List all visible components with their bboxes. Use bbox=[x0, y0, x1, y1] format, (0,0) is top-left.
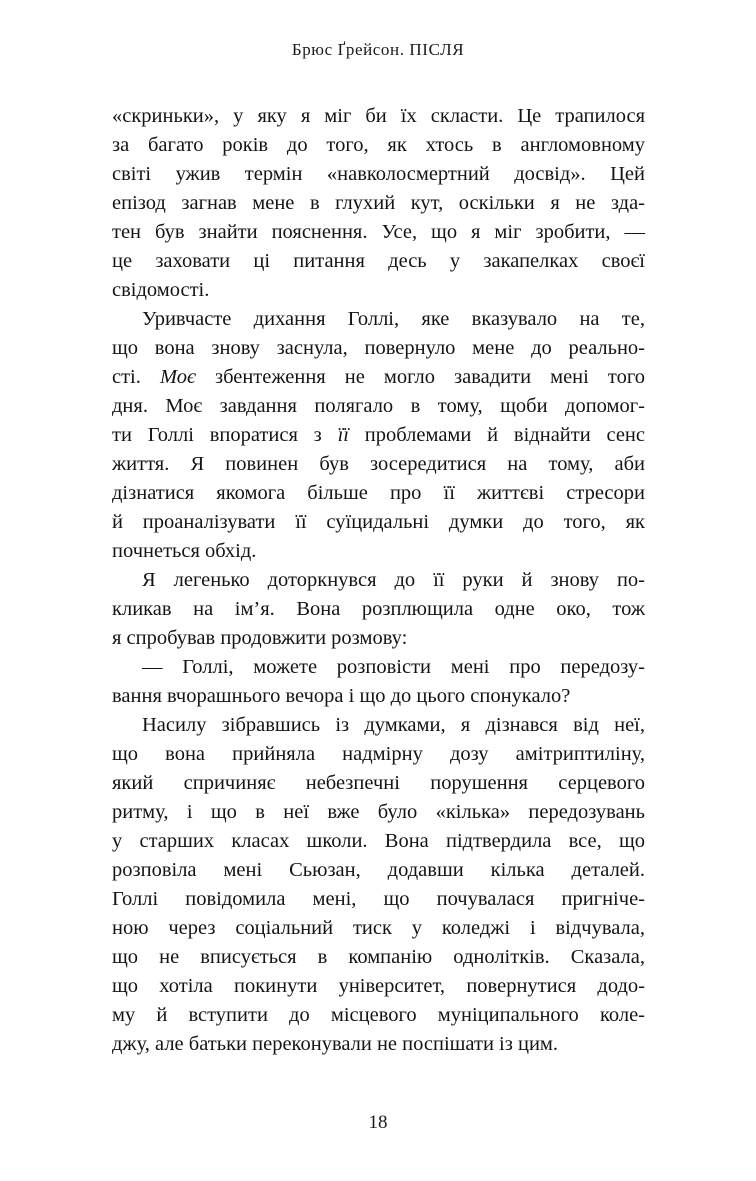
text-run: життя. Я повинен був зосередитися на тому, аби bbox=[112, 453, 645, 475]
text-run: у старших класах школи. Вона підтвердила все, що bbox=[112, 830, 645, 852]
text-run: кликав на ім’я. Вона розплющила одне око, тож bbox=[112, 598, 645, 620]
text-line bbox=[112, 943, 645, 972]
paragraph bbox=[112, 653, 645, 711]
text-run: му й вступити до місцевого муніципального коле- bbox=[112, 1004, 645, 1026]
paragraph bbox=[112, 711, 645, 1059]
text-block bbox=[112, 102, 645, 1059]
text-line bbox=[112, 1030, 645, 1059]
text-run: за багато років до того, як хтось в англомовному bbox=[112, 134, 645, 156]
text-line bbox=[112, 595, 645, 624]
text-run: що вона прийняла надмірну дозу амітриптиліну, bbox=[112, 743, 645, 765]
text-line bbox=[112, 1001, 645, 1030]
text-run: світі ужив термін «навколосмертний досвід». Цей bbox=[112, 163, 645, 185]
text-run: проблемами й віднайти сенс bbox=[348, 424, 645, 446]
text-run: ною через соціальний тиск у коледжі і відчувала, bbox=[112, 917, 645, 939]
text-line bbox=[112, 885, 645, 914]
paragraph bbox=[112, 305, 645, 566]
text-run: що не вписується в компанію однолітків. Сказала, bbox=[112, 946, 645, 968]
text-line bbox=[112, 479, 645, 508]
text-line bbox=[112, 653, 645, 682]
text-line bbox=[112, 392, 645, 421]
text-run: свідомості. bbox=[112, 279, 210, 301]
text-run: «скриньки», у яку я міг би їх скласти. Це трапилося bbox=[112, 105, 645, 127]
text-run: джу, але батьки переконували не поспішати із цим. bbox=[112, 1033, 559, 1055]
text-run: я спробував продовжити розмову: bbox=[112, 627, 408, 649]
text-run: ритму, і що в неї вже було «кілька» передозувань bbox=[112, 801, 645, 823]
text-line bbox=[112, 827, 645, 856]
text-line bbox=[112, 798, 645, 827]
text-run: що хотіла покинути університет, повернутися додо- bbox=[112, 975, 645, 997]
paragraph bbox=[112, 102, 645, 305]
text-line bbox=[112, 682, 645, 711]
text-line bbox=[112, 334, 645, 363]
text-run: дізнатися якомога більше про її життєві стресори bbox=[112, 482, 645, 504]
text-run: дня. Моє завдання полягало в тому, щоби допомог- bbox=[112, 395, 645, 417]
text-line bbox=[112, 537, 645, 566]
text-line bbox=[112, 450, 645, 479]
text-line bbox=[112, 740, 645, 769]
emphasized-text: її bbox=[337, 424, 349, 446]
text-run: ти Голлі впоратися з bbox=[112, 424, 338, 446]
text-line bbox=[112, 421, 645, 450]
text-line bbox=[112, 914, 645, 943]
text-line bbox=[112, 624, 645, 653]
text-line bbox=[112, 566, 645, 595]
text-line bbox=[112, 218, 645, 247]
text-run: епізод загнав мене в глухий кут, оскільки я не зда- bbox=[112, 192, 645, 214]
text-run: збентеження не могло завадити мені того bbox=[195, 366, 645, 388]
text-line bbox=[112, 711, 645, 740]
text-line bbox=[112, 131, 645, 160]
text-run: який спричиняє небезпечні порушення серцевого bbox=[112, 772, 645, 794]
text-line bbox=[112, 102, 645, 131]
text-run: Я легенько доторкнувся до її руки й знову по- bbox=[142, 569, 645, 591]
text-run: сті. bbox=[112, 366, 160, 388]
text-line bbox=[112, 363, 645, 392]
paragraph bbox=[112, 566, 645, 653]
text-run: вання вчорашнього вечора і що до цього спонукало? bbox=[112, 685, 571, 707]
text-run: Уривчасте дихання Голлі, яке вказувало на те, bbox=[142, 308, 645, 330]
text-run: почнеться обхід. bbox=[112, 540, 257, 562]
text-line bbox=[112, 189, 645, 218]
text-run: тен був знайти пояснення. Усе, що я міг зробити, — bbox=[112, 221, 645, 243]
text-run: — Голлі, можете розповісти мені про передозу- bbox=[142, 656, 645, 678]
text-line bbox=[112, 856, 645, 885]
running-header: Брюс Ґрейсон. ПІСЛЯ bbox=[291, 40, 465, 59]
text-run: й проаналізувати її суїцидальні думки до того, як bbox=[112, 511, 645, 533]
text-run: це заховати ці питання десь у закапелках своєї bbox=[112, 250, 645, 272]
text-line bbox=[112, 508, 645, 537]
text-run: що вона знову заснула, повернуло мене до реально- bbox=[112, 337, 645, 359]
text-line bbox=[112, 305, 645, 334]
text-line bbox=[112, 769, 645, 798]
emphasized-text: Моє bbox=[159, 366, 196, 388]
text-line bbox=[112, 972, 645, 1001]
text-line bbox=[112, 160, 645, 189]
page-number: 18 bbox=[368, 1112, 388, 1133]
text-run: розповіла мені Сьюзан, додавши кілька деталей. bbox=[112, 859, 645, 881]
text-run: Голлі повідомила мені, що почувалася пригніче- bbox=[112, 888, 645, 910]
text-line bbox=[112, 276, 645, 305]
text-run: Насилу зібравшись із думками, я дізнався від неї, bbox=[142, 714, 645, 736]
text-line bbox=[112, 247, 645, 276]
